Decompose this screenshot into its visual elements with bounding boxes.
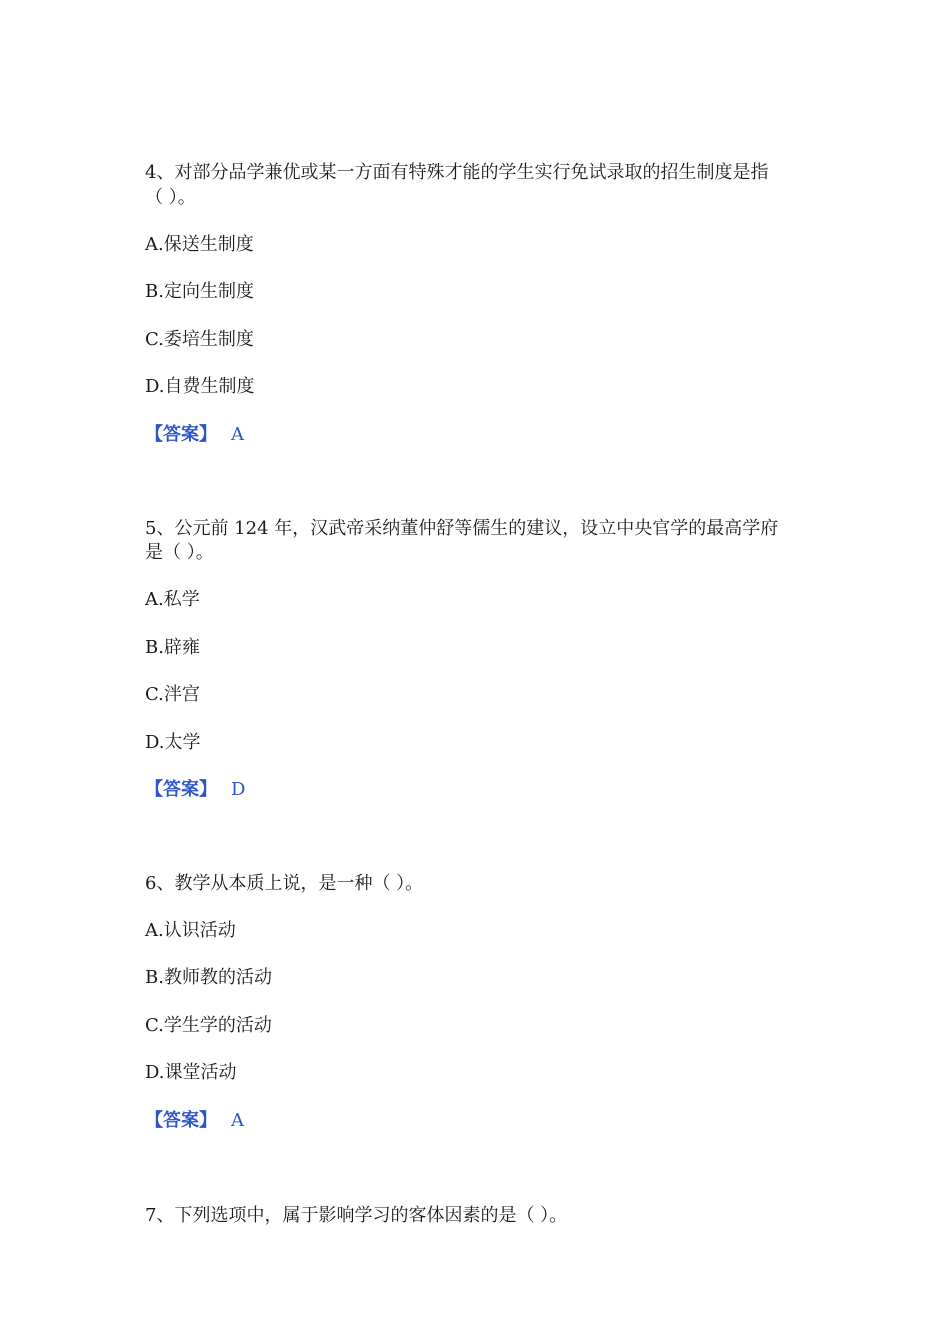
question-5-answer: [145, 778, 245, 802]
question-5-option-d: D.太学: [145, 732, 201, 753]
question-6-option-b: B.教师教的活动: [145, 967, 272, 988]
question-4-option-a: A.保送生制度: [145, 234, 254, 255]
answer-label: 【答案】: [145, 424, 217, 445]
question-4-answer: [145, 423, 244, 447]
question-6-option-d: D.课堂活动: [145, 1062, 237, 1083]
answer-label: 【答案】: [145, 1110, 217, 1131]
answer-label: 【答案】: [145, 779, 217, 800]
question-4-option-c: C.委培生制度: [145, 329, 254, 350]
question-7-stem-line1: 7、下列选项中，属于影响学习的客体因素的是（ ）。: [145, 1205, 568, 1226]
question-4-option-d: D.自费生制度: [145, 376, 255, 397]
answer-value: A: [231, 1110, 244, 1131]
question-4-stem-line2: （ ）。: [145, 187, 196, 208]
question-4-option-b: B.定向生制度: [145, 281, 254, 302]
question-5-stem-line1: 5、公元前 124 年，汉武帝采纳董仲舒等儒生的建议，设立中央官学的最高学府: [145, 518, 779, 539]
question-5-stem-line2: 是（ ）。: [145, 542, 214, 563]
question-6-answer: [145, 1109, 244, 1133]
question-5-option-a: A.私学: [145, 589, 200, 610]
question-6-stem-line1: 6、教学从本质上说，是一种（ ）。: [145, 873, 424, 894]
question-5-option-c: C.泮宫: [145, 684, 200, 705]
answer-value: A: [231, 424, 244, 445]
question-5-option-b: B.辟雍: [145, 637, 200, 658]
question-6-option-c: C.学生学的活动: [145, 1015, 272, 1036]
question-4-stem-line1: 4、对部分品学兼优或某一方面有特殊才能的学生实行免试录取的招生制度是指: [145, 162, 769, 183]
answer-value: D: [231, 779, 246, 800]
question-6-option-a: A.认识活动: [145, 920, 236, 941]
